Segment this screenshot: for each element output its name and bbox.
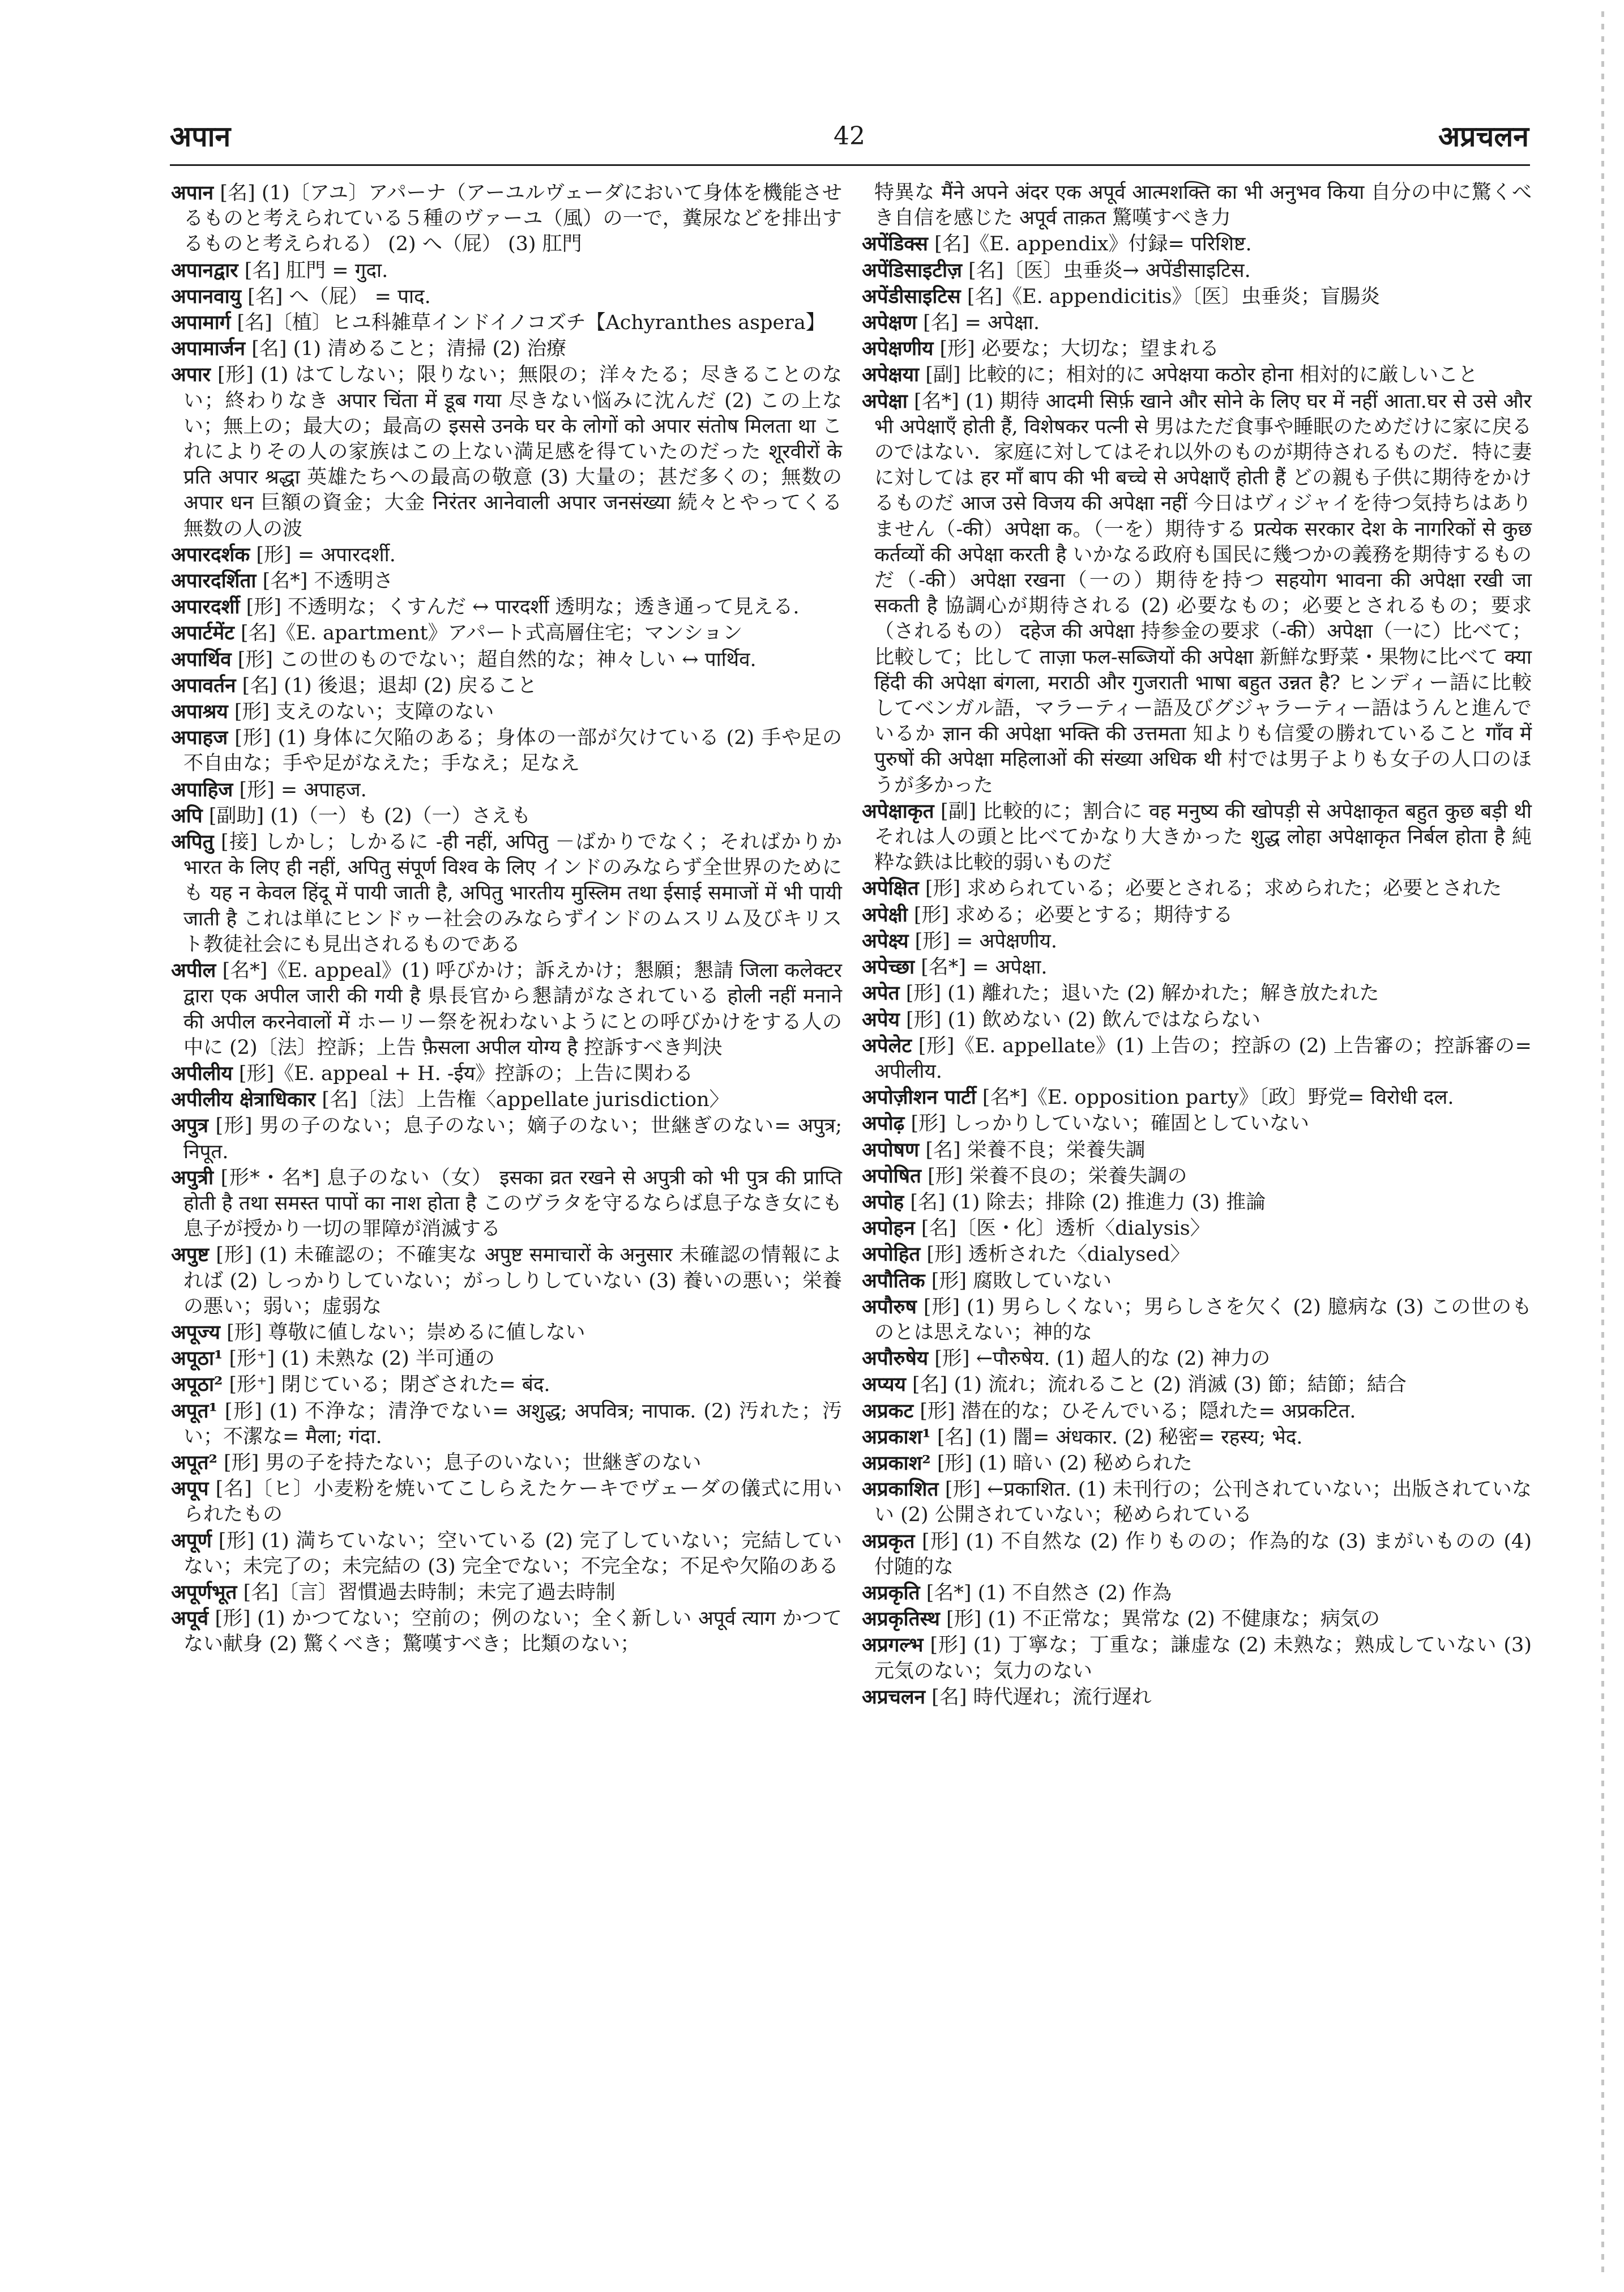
headword: अपेक्षणीय <box>862 337 934 361</box>
dictionary-entry <box>862 1372 1532 1398</box>
dictionary-entry <box>862 928 1532 954</box>
headword: अपूठा² <box>171 1373 223 1397</box>
definition: [名]〔ヒ〕小麦粉を焼いてこしらえたケーキでヴェーダの儀式に用いられたもの <box>183 1478 842 1526</box>
headword: अप्रकृत <box>862 1529 915 1553</box>
dictionary-entry <box>171 1346 842 1372</box>
definition: [形] ←प्रकाशित. (1) 未刊行の；公刊されていない；出版されていない (2) 公開されていない；秘められている <box>874 1478 1532 1527</box>
definition: [名] (1) 流れ；流れること (2) 消滅 (3) 節；結節；結合 <box>905 1373 1407 1397</box>
dictionary-entry <box>171 620 842 646</box>
definition: [形] 必要な；大切な；望まれる <box>933 338 1219 361</box>
definition: [接] しかし；しかるに -ही नहीं, अपितु －ばかりでなく；そればかりか भारत के लिए ही नहीं, अपितु संपूर्ण विश्व के लिए インドのみならず全世界のためにも यह न केवल हिंदू में पायी जाती है, अपितु भारतीय मुस्लिम तथा ईसाई समाजों में भी पायी जाती है これは単にヒンドゥー社会のみならずインドのムスリム及びキリスト教徒社会にも見出されるものである <box>183 831 842 956</box>
headword: अपेक्षा <box>862 389 908 413</box>
dictionary-entry <box>862 1424 1532 1450</box>
definition: [名]〔言〕習慣過去時制；未完了過去時制 <box>237 1581 616 1604</box>
headword: अपूत² <box>171 1450 217 1474</box>
dictionary-entry <box>862 336 1532 362</box>
headword: अपितु <box>171 830 214 854</box>
headword: अपुष्ट <box>171 1243 210 1267</box>
definition: [名]〔法〕上告権〈appellate jurisdiction〉 <box>315 1089 729 1112</box>
dictionary-entry <box>862 1085 1532 1111</box>
definition: [名]《E. appendicitis》〔医〕虫垂炎；盲腸炎 <box>960 285 1380 308</box>
definition: [形] この世のものでない；超自然的な；神々しい ↔ पार्थिव. <box>231 648 757 671</box>
definition: [形]《E. appellate》(1) 上告の；控訴の (2) 上告審の；控訴審の= अपीलीय. <box>874 1034 1532 1083</box>
headword: अपीलीय क्षेत्राधिकार <box>171 1088 316 1112</box>
dictionary-entry <box>171 336 842 362</box>
header-left-word: अपान <box>170 119 231 153</box>
definition: [形] 支えのない；支障のない <box>228 701 494 724</box>
headword: अपेंडिक्स <box>862 232 928 256</box>
definition: [名] (1) 後退；退却 (2) 戻ること <box>236 674 537 697</box>
headword: अपूर्णभूत <box>171 1580 237 1604</box>
dictionary-entry <box>862 1241 1532 1267</box>
headword: अप्यय <box>862 1373 906 1397</box>
definition: [形] (1) 飲めない (2) 飲んではならない <box>899 1008 1261 1031</box>
headword: अपूत¹ <box>171 1399 217 1423</box>
headword: अपेक्षाकृत <box>862 799 934 823</box>
definition: [形⁺] (1) 未熟な (2) 半可通の <box>223 1347 495 1371</box>
headword: अपौरुष <box>862 1295 917 1318</box>
dictionary-entry <box>862 1137 1532 1163</box>
dictionary-entry <box>171 1476 842 1527</box>
dictionary-entry <box>171 699 842 725</box>
definition: [副] 比較的に；相対的に अपेक्षया कठोर होना 相対的に厳しいこと <box>919 364 1478 387</box>
headword: अपूठा¹ <box>171 1347 223 1371</box>
dictionary-entry <box>171 310 842 336</box>
definition: [形] (1) 身体に欠陥のある；身体の一部が欠けている (2) 手や足の不自由な；手や足がなえた；手なえ；足なえ <box>183 727 842 775</box>
dictionary-entry <box>862 799 1532 876</box>
definition: [形] 求められている；必要とされる；求められた；必要とされた <box>918 877 1502 900</box>
headword: अपार्टमेंट <box>171 621 234 645</box>
dictionary-entry <box>862 954 1532 980</box>
dictionary-entry <box>171 542 842 568</box>
definition: [形] = अपारदर्शी. <box>250 543 396 566</box>
headword: अपेक्षित <box>862 877 919 900</box>
headword: अपूर्व <box>171 1607 209 1631</box>
dictionary-entry <box>862 1580 1532 1606</box>
page-number: 42 <box>834 122 865 151</box>
dictionary-entry <box>171 725 842 776</box>
definition: [名]〔医・化〕透析〈dialysis〉 <box>914 1217 1210 1240</box>
dictionary-entry <box>862 1268 1532 1294</box>
dictionary-entry <box>862 362 1532 388</box>
definition: [名*] (1) 不自然さ (2) 作為 <box>920 1581 1172 1604</box>
definition: [形⁺] 閉じている；閉ざされた= बंद. <box>223 1373 550 1397</box>
dictionary-entry <box>171 284 842 310</box>
dictionary-entry <box>171 594 842 620</box>
headword: अपारदर्शिता <box>171 569 257 593</box>
definition: [名]〔医〕虫垂炎→ अपेंडीसाइटिस. <box>962 259 1251 282</box>
page-header <box>170 116 1529 161</box>
headword: अपौरुषेय <box>862 1347 929 1371</box>
definition: [副助] (1)（一）も (2)（一）さえも <box>202 804 531 827</box>
dictionary-entry <box>862 1189 1532 1215</box>
definition: [形] (1) 丁寧な；丁重な；謙虚な (2) 未熟な；熟成していない (3) 元気のない；気力のない <box>874 1634 1532 1683</box>
dictionary-entry <box>862 1476 1532 1528</box>
dictionary-entry <box>171 673 842 699</box>
header-right-word: अप्रचलन <box>1438 119 1529 153</box>
definition: [名*] (1) 期待 आदमी सिर्फ़ खाने और सोने के लिए घर में नहीं आता.घर से उसे और भी अपेक्षाएँ होती हैं, विशेषकर पत्नी से 男はただ食事や睡眠のためだけに家に戻るのではない．家庭に対してはそれ以外のものが期待されるものだ．特に妻に対しては हर माँ बाप की भी बच्चे से अपेक्षाएँ होती हैं どの親も子供に期待をかけるものだ आज उसे विजय की अपेक्षा नहीं 今日はヴィジャイを待つ気持ちはありません（-की）अपेक्षा क。（一を）期待する प्रत्येक सरकार देश के नागरिकों से कुछ कर्तव्यों की अपेक्षा करती है いかなる政府も国民に幾つかの義務を期待するものだ（-की）अपेक्षा रखना（一の）期待を持つ सहयोग भावना की अपेक्षा रखी जा सकती है 協調心が期待される (2) 必要なもの；必要とされるもの；要求（されるもの） दहेज की अपेक्षा 持参金の要求（-की）अपेक्षा（一に）比べて；比較して；比して ताज़ा फल-सब्जियों की अपेक्षा 新鮮な野菜・果物に比べて क्या हिंदी की अपेक्षा बंगला, मराठी और गुजराती भाषा बहुत उन्नत है? ヒンディー語に比較してベンガル語，マラーティー語及びグジャラーティー語はうんと進んでいるか ज्ञान की अपेक्षा भक्ति की उत्तमता 知よりも信愛の勝れていること गाँव में पुरुषों की अपेक्षा महिलाओं की संख्या अधिक थी 村では男子よりも女子の人口のほうが多かった <box>874 390 1532 797</box>
headword: अपेत <box>862 981 900 1005</box>
definition: [形] 男の子のない；息子のない；嫡子のない；世継ぎのない= अपुत्र; निपूत. <box>183 1115 842 1163</box>
definition: [名] (1) 除去；排除 (2) 推進力 (3) 推論 <box>904 1190 1266 1214</box>
dictionary-entry <box>862 1215 1532 1241</box>
headword: अपोहन <box>862 1217 915 1240</box>
definition: [形] (1) 不浄な；清浄でない= अशुद्ध; अपवित्र; नापाक. (2) 汚れた；汚い；不潔な= मैला; गंदा. <box>183 1399 842 1448</box>
definition: [名*] = अपेक्षा. <box>914 956 1048 979</box>
dictionary-entry <box>862 1294 1532 1346</box>
headword: अपेच्छा <box>862 955 915 979</box>
dictionary-entry <box>171 568 842 594</box>
dictionary-entry <box>171 829 842 958</box>
definition: [名] 時代遅れ；流行遅れ <box>925 1685 1152 1709</box>
headword: अप्रकट <box>862 1399 914 1423</box>
definition: [形] (1) かつてない；空前の；例のない；全く新しい अपूर्व त्याग かつてない献身 (2) 驚くべき；驚嘆すべき；比類のない； <box>183 1607 842 1656</box>
dictionary-entry <box>171 777 842 803</box>
headword: अपोज़ीशन पार्टी <box>862 1086 976 1109</box>
headword: अप्रकृतिस्थ <box>862 1607 940 1631</box>
headword: अपानवायु <box>171 284 241 308</box>
dictionary-entry <box>862 1111 1532 1137</box>
headword: अपेक्षी <box>862 903 908 927</box>
dictionary-entry <box>171 958 842 1061</box>
headword: अपुत्री <box>171 1166 214 1189</box>
dictionary-entry <box>171 1450 842 1476</box>
definition: [形] 栄養不良の；栄養失調の <box>921 1164 1187 1188</box>
definition: [形] 透析された〈dialysed〉 <box>920 1243 1190 1266</box>
headword: अपोहित <box>862 1243 921 1266</box>
definition: [形] (1) 不正常な；異常な (2) 不健康な；病気の <box>939 1608 1380 1631</box>
headword: अपोढ़ <box>862 1112 905 1136</box>
headword: अपूज्य <box>171 1320 220 1344</box>
headword: अप्रकृति <box>862 1581 920 1604</box>
headword: अप्रकाश² <box>862 1451 931 1475</box>
dictionary-entry <box>171 1087 842 1113</box>
dictionary-entry <box>862 1346 1532 1372</box>
left-column <box>171 180 842 1658</box>
headword: अपोषण <box>862 1138 920 1162</box>
headword: अपौतिक <box>862 1269 925 1292</box>
headword: अपूर्ण <box>171 1529 212 1552</box>
right-column <box>862 180 1532 1710</box>
definition: [形] (1) 未確認の；不確実な अपुष्ट समाचारों के अनुसार 未確認の情報によれば (2) しっかりしていない；がっしりしていない (3) 養いの悪い；栄養の悪い；弱い；虚弱な <box>183 1244 842 1318</box>
headword: अपेय <box>862 1008 900 1031</box>
dictionary-entry <box>171 1113 842 1164</box>
headword: अपाहज <box>171 726 228 750</box>
definition: [副] 比較的に；割合に वह मनुष्य की खोपड़ी से अपेक्षाकृत बहुत कुछ बड़ी थी それは人の頭と比べてかなり大きかった शुद्ध लोहा अपेक्षाकृत निर्बल होता है 純粋な鉄は比較的弱いものだ <box>874 800 1532 874</box>
dictionary-entry <box>862 1450 1532 1476</box>
definition: [形] 尊敬に値しない；崇めるに値しない <box>220 1321 586 1344</box>
headword: अपोह <box>862 1190 904 1214</box>
definition: [形]《E. appeal + H. -ईय》控訴の；上告に関わる <box>232 1062 694 1085</box>
dictionary-entry <box>171 647 842 673</box>
definition: [形] = अपाहज. <box>233 778 367 801</box>
headword: अपावर्तन <box>171 673 236 697</box>
headword: अपारदर्शक <box>171 543 250 566</box>
dictionary-entry <box>862 310 1532 336</box>
dictionary-entry <box>862 284 1532 310</box>
definition: [名] (1) 清めること；清掃 (2) 治療 <box>245 338 567 361</box>
headword: अपार्थिव <box>171 647 232 671</box>
definition: [形] (1) 不自然な (2) 作りものの；作為的な (3) まがいものの (4) 付随的な <box>874 1530 1532 1578</box>
headword: अपाहिज <box>171 778 233 801</box>
definition: [形*・名*] 息子のない（女） इसका व्रत रखने से अपुत्री को भी पुत्र की प्राप्ति होती है तथा समस्त पापों का नाश होता है このヴラタを守るならば息子なき女にも息子が授かり一切の罪障が消滅する <box>183 1166 842 1241</box>
definition: [形] (1) 暗い (2) 秘められた <box>930 1452 1193 1475</box>
headword: अपेक्षया <box>862 363 920 387</box>
dictionary-entry <box>862 980 1532 1006</box>
definition: [名] 栄養不良；栄養失調 <box>919 1138 1146 1162</box>
headword: अपेलेट <box>862 1034 912 1057</box>
dictionary-entry <box>862 1398 1532 1424</box>
dictionary-entry <box>171 1606 842 1657</box>
headword: अपान <box>171 181 214 204</box>
headword: अपारदर्शी <box>171 595 240 619</box>
dictionary-entry <box>862 876 1532 902</box>
headword: अपाश्रय <box>171 700 228 724</box>
dictionary-entry <box>171 180 842 258</box>
dictionary-entry <box>862 1632 1532 1684</box>
headword: अपुत्र <box>171 1114 208 1138</box>
definition: [形] (1) はてしない；限りない；無限の；洋々たる；尽きることのない；終わりなき अपार चिंता में डूब गया 尽きない悩みに沈んだ (2) この上ない；無上の；最大の；最高の इससे उनके घर के लोगों को अपार संतोष मिलता था これによりその人の家族はこの上ない満足感を得ていたのだった शूरवीरों के प्रति अपार श्रद्धा 英雄たちへの最高の敬意 (3) 大量の；甚だ多くの；無数の अपार धन 巨額の資金；大金 निरंतर आनेवाली अपार जनसंख्या 続々とやってくる無数の人の波 <box>183 364 842 540</box>
definition: [名]〔植〕ヒユ科雑草インドイノコズチ【Achyranthes aspera】 <box>230 311 826 335</box>
dictionary-entry <box>171 1372 842 1398</box>
headword: अपीलीय <box>171 1061 233 1085</box>
headword: अपामार्जन <box>171 337 246 361</box>
headword: अप्रकाशित <box>862 1478 939 1501</box>
dictionary-entry <box>862 389 1532 799</box>
definition: [形] 求める；必要とする；期待する <box>907 903 1233 927</box>
dictionary-entry <box>862 1007 1532 1033</box>
dictionary-entry <box>862 258 1532 284</box>
headword: अपेंडिसाइटीज़ <box>862 258 962 282</box>
headword: अपेक्षण <box>862 311 917 335</box>
headword: अपेक्ष्य <box>862 929 909 953</box>
header-rule <box>170 164 1530 166</box>
definition: [名*]《E. opposition party》〔政〕野党= विरोधी दल. <box>976 1086 1454 1109</box>
dictionary-entry <box>171 1061 842 1087</box>
dictionary-entry <box>862 902 1532 928</box>
definition: [形] = अपेक्षणीय. <box>908 929 1058 953</box>
dictionary-entry <box>862 1163 1532 1189</box>
headword: अपि <box>171 804 203 827</box>
headword: अपार <box>171 363 211 387</box>
dictionary-entry <box>171 1580 842 1606</box>
definition: [名*] 不透明さ <box>256 570 394 593</box>
definition: [名] (1)〔アユ〕アパーナ（アーユルヴェーダにおいて身体を機能させるものと考えられている５種のヴァーユ（風）の一で，糞尿などを排出するものと考えられる） (2) へ（屁） (3) 肛門 <box>183 182 842 256</box>
definition: [形] ←पौरुषेय. (1) 超人的な (2) 神力の <box>928 1347 1271 1371</box>
definition: [名]《E. appendix》付録= परिशिष्ट. <box>928 233 1252 256</box>
definition: [形] (1) 離れた；退いた (2) 解かれた；解き放たれた <box>899 982 1379 1005</box>
definition: [名] (1) 闇= अंधकार. (2) 秘密= रहस्य; भेद. <box>930 1425 1303 1449</box>
headword: अपूप <box>171 1477 209 1501</box>
headword: अप्रकाश¹ <box>862 1425 931 1449</box>
definition: [形] 男の子を持たない；息子のいない；世継ぎのない <box>217 1451 702 1474</box>
dictionary-entry <box>862 1529 1532 1580</box>
dictionary-entry <box>171 1242 842 1320</box>
headword: अपील <box>171 959 216 983</box>
headword: अपेंडीसाइटिस <box>862 284 961 308</box>
dictionary-entry <box>862 180 1532 231</box>
definition: [名]《E. apartment》アパート式高層住宅；マンション <box>234 622 743 645</box>
definition: [形] 不透明な；くすんだ ↔ पारदर्शी 透明な；透き通って見える. <box>240 596 800 619</box>
dictionary-entry <box>171 362 842 541</box>
dictionary-entry <box>171 803 842 829</box>
dictionary-entry <box>862 231 1532 257</box>
definition: [名] 肛門 = गुदा. <box>238 259 388 282</box>
headword: अपानद्वार <box>171 258 238 282</box>
definition: 特異な मैंने अपने अंदर एक अपूर्व आत्मशक्ति का भी अनुभव किया 自分の中に驚くべき自信を感じた अपूर्व ताक़त 驚嘆すべき力 <box>874 181 1532 230</box>
definition: [名] = अपेक्षा. <box>917 311 1040 335</box>
dictionary-entry <box>171 1165 842 1243</box>
dictionary-entry <box>171 1320 842 1346</box>
dictionary-entry <box>171 258 842 284</box>
dictionary-entry <box>862 1606 1532 1632</box>
dictionary-entry <box>862 1033 1532 1085</box>
dictionary-entry <box>171 1528 842 1580</box>
scan-edge-marks <box>1601 11 1604 2277</box>
definition: [形] (1) 満ちていない；空いている (2) 完了していない；完結していない；未完了の；未完結の (3) 完全でない；不完全な；不足や欠陥のある <box>183 1529 842 1578</box>
definition: [名] へ（屁） = पाद. <box>241 285 431 308</box>
definition: [名*]《E. appeal》(1) 呼びかけ；訴えかけ；懇願；懇請 जिला कलेक्टर द्वारा एक अपील जारी की गयी है 県長官から懇請がなされている होली नहीं मनाने की अपील करनेवालों में ホーリー祭を祝わないようにとの呼びかけをする人の中に (2)〔法〕控訴；上告 फ़ैसला अपील योग्य है 控訴すべき判決 <box>183 959 842 1059</box>
definition: [形] 腐敗していない <box>925 1269 1112 1292</box>
headword: अपोषित <box>862 1164 921 1188</box>
headword: अपामार्ग <box>171 311 231 335</box>
dictionary-entry <box>171 1398 842 1450</box>
headword: अप्रचलन <box>862 1685 926 1709</box>
definition: [形] 潜在的な；ひそんでいる；隠れた= अप्रकटित. <box>913 1399 1356 1423</box>
dictionary-entry <box>862 1684 1532 1710</box>
headword: अप्रगल्भ <box>862 1633 924 1657</box>
definition: [形] しっかりしていない；確固としていない <box>904 1112 1309 1136</box>
definition: [形] (1) 男らしくない；男らしさを欠く (2) 臆病な (3) この世のものとは思えない；神的な <box>874 1295 1532 1344</box>
